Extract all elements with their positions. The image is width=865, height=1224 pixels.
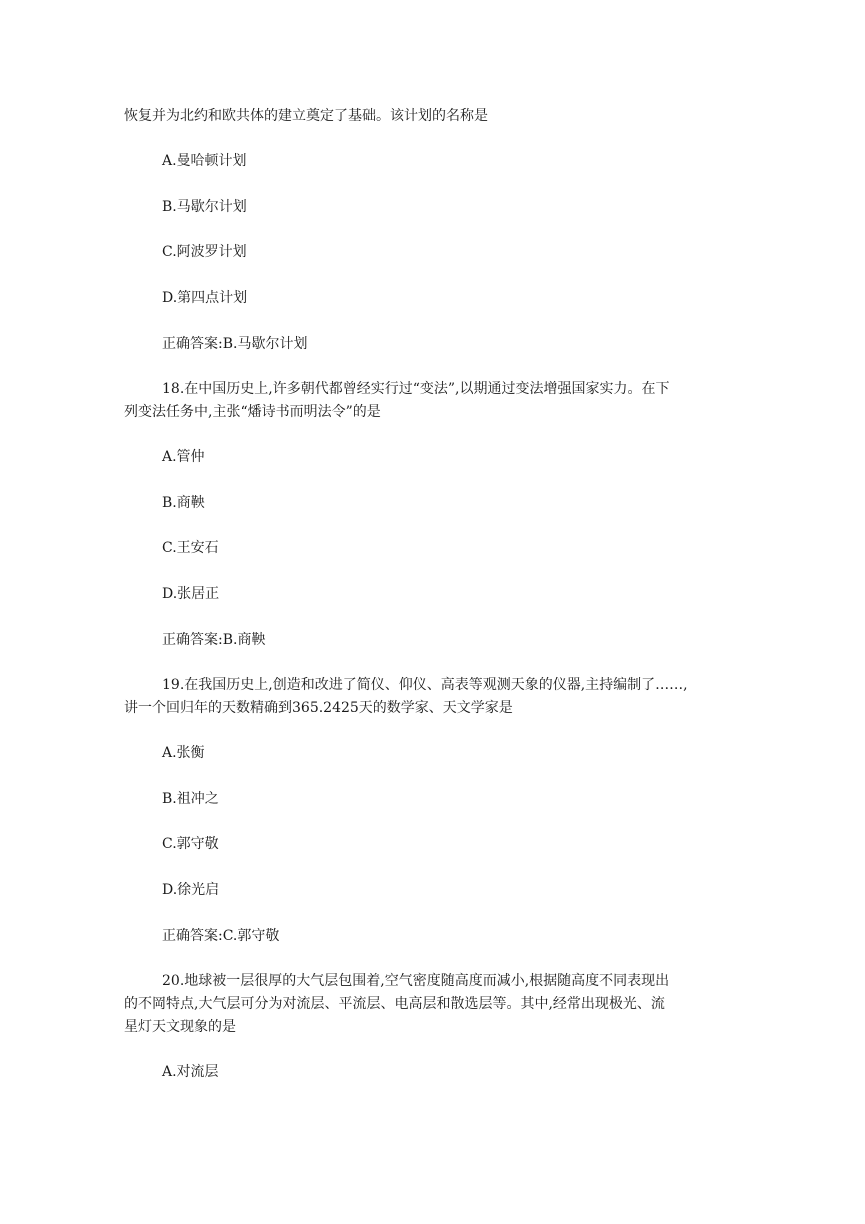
q19-answer: 正确答案:C.郭守敬 <box>162 928 280 944</box>
q18-option-b: B.商鞅 <box>162 495 205 511</box>
q18-answer: 正确答案:B.商鞅 <box>162 632 266 648</box>
q18-option-c: C.王安石 <box>162 540 219 556</box>
q17-option-a: A.曼哈顿计划 <box>162 153 247 169</box>
q18-option-a: A.管仲 <box>162 449 205 465</box>
q17-stem-tail: 恢复并为北约和欧共体的建立奠定了基础。该计划的名称是 <box>124 108 488 124</box>
q18-stem-line2: 列变法任务中,主张“燔诗书而明法令”的是 <box>124 404 381 420</box>
q17-option-d: D.第四点计划 <box>162 290 248 306</box>
q20-stem-line2: 的不岡特点,大气层可分为对流层、平流层、电高层和散选层等。其中,经常出现极光、流 <box>124 996 665 1012</box>
q19-stem-line1: 19.在我国历史上,创造和改进了简仪、仰仪、高表等观测天象的仪器,主持编制了……, <box>162 677 688 693</box>
q19-option-d: D.徐光启 <box>162 882 220 898</box>
q19-option-c: C.郭守敬 <box>162 836 219 852</box>
q20-stem-line3: 星灯天文现象的是 <box>124 1019 236 1035</box>
q19-option-a: A.张衡 <box>162 745 205 761</box>
q19-stem-line2: 讲一个回归年的天数精确到365.2425天的数学家、天文学家是 <box>124 700 513 716</box>
q17-option-c: C.阿波罗计划 <box>162 244 247 260</box>
q18-stem-line1: 18.在中国历史上,许多朝代都曾经实行过“变法”,以期通过变法增强国家实力。在下 <box>162 381 670 397</box>
q20-stem-line1: 20.地球被一层很厚的大气层包围着,空气密度随高度而减小,根据随高度不同表现出 <box>162 973 670 989</box>
q19-option-b: B.祖冲之 <box>162 791 219 807</box>
q18-option-d: D.张居正 <box>162 586 220 602</box>
q17-answer: 正确答案:B.马歇尔计划 <box>162 336 308 352</box>
q17-option-b: B.马歇尔计划 <box>162 199 247 215</box>
q20-option-a: A.对流层 <box>162 1064 219 1080</box>
